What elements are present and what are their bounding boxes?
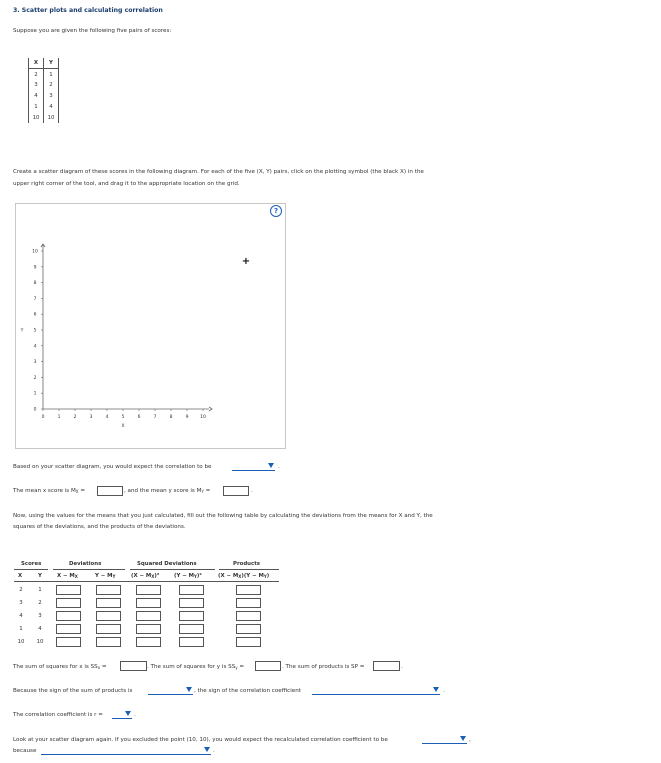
y-tick-label: 8: [33, 281, 37, 287]
sign-end: .: [443, 688, 445, 694]
col-text: )(Y − M: [241, 573, 264, 579]
dev-cell-input[interactable]: [136, 585, 161, 595]
exclude-line2-end: .: [213, 748, 215, 754]
ssx-input[interactable]: [120, 661, 147, 671]
x-tick-label: 9: [185, 415, 189, 420]
col-y-minus-my-header: [95, 573, 115, 579]
dev-cell-input[interactable]: [179, 585, 204, 595]
ssy-equals: =: [237, 664, 245, 670]
exclude-line2: because: [13, 748, 37, 754]
dropdown-arrow-icon: [460, 736, 466, 741]
dev-cell-input[interactable]: [96, 598, 121, 608]
intro-text: Suppose you are given the following five pairs of scores:: [13, 28, 172, 34]
x-tick-label: 2: [73, 415, 77, 420]
column-header-underline: [14, 581, 279, 582]
dev-row-y: 10: [36, 639, 44, 645]
recalculated-correlation-dropdown[interactable]: [422, 734, 467, 744]
exclude-line1: Look at your scatter diagram again. If you excluded the point (10, 10), you would expect the recalculated correlation coefficient to be: [13, 737, 388, 743]
dev-row-y: 4: [38, 626, 42, 632]
col-y-dev-squared-header: [174, 573, 202, 579]
score-x: 4: [29, 91, 44, 102]
col-x-header: X: [18, 573, 23, 579]
deviations-header-underline: [53, 569, 125, 570]
mean-y-text: , and the mean y score is M: [124, 488, 202, 494]
ssy-label: [147, 664, 244, 670]
x-axis-arrow-icon: [209, 407, 212, 411]
ssx-label: [13, 664, 107, 670]
now-text-line1: Now, using the values for the means that you just calculated, fill out the following table by calculating the deviations from the means for X and Y, the: [13, 513, 433, 519]
sp-label: . The sum of products is SP =: [282, 664, 365, 670]
exclude-line1-end: ,: [469, 737, 471, 743]
dev-cell-input[interactable]: [56, 585, 81, 595]
mean-x-text: The mean x score is M: [13, 488, 76, 494]
expect-correlation-dropdown[interactable]: [232, 461, 275, 471]
ssy-subscript: y: [235, 665, 238, 670]
dropdown-arrow-icon: [204, 747, 210, 752]
score-x: 3: [29, 80, 44, 91]
group-scores-header: Scores: [21, 561, 42, 567]
score-x: 10: [29, 112, 44, 123]
col-text: )²: [154, 573, 160, 579]
col-sub: Y: [194, 574, 197, 579]
now-text-line2: squares of the deviations, and the products of the deviations.: [13, 524, 186, 530]
dev-row-y: 1: [38, 587, 42, 593]
help-question-icon[interactable]: ?: [270, 205, 282, 217]
y-tick-label: 3: [33, 360, 37, 366]
col-text: (X − M: [131, 573, 152, 579]
x-tick-label: 4: [105, 415, 109, 420]
dev-cell-input[interactable]: [179, 598, 204, 608]
score-x: 1: [29, 102, 44, 113]
dev-cell-input[interactable]: [96, 611, 121, 621]
dev-cell-input[interactable]: [179, 637, 204, 647]
dev-cell-input[interactable]: [96, 585, 121, 595]
col-sub: Y: [263, 574, 267, 579]
correlation-r-dropdown[interactable]: [112, 709, 132, 719]
sum-of-products-sign-dropdown[interactable]: [148, 685, 193, 695]
dev-row-x: 2: [19, 587, 23, 593]
plotting-symbol-icon[interactable]: +: [241, 256, 251, 267]
x-tick-label: 1: [57, 415, 61, 420]
score-y: 10: [44, 112, 59, 123]
col-sub: X: [238, 574, 242, 579]
products-header-underline: [219, 569, 279, 570]
mean-y-equals: =: [203, 488, 211, 494]
col-text: )²: [196, 573, 202, 579]
y-tick-label: 6: [33, 312, 37, 318]
mean-x-subscript: X: [75, 489, 79, 494]
dev-cell-input[interactable]: [236, 585, 261, 595]
expect-correlation-end: .: [278, 464, 280, 470]
dropdown-arrow-icon: [186, 687, 192, 692]
ssy-text: . The sum of squares for y is SS: [147, 664, 236, 670]
dev-cell-input[interactable]: [136, 611, 161, 621]
ssx-equals: =: [100, 664, 107, 670]
col-x-dev-squared-header: [131, 573, 159, 579]
score-x: 2: [29, 69, 44, 80]
dev-row-x: 3: [19, 600, 23, 606]
y-tick-label: 2: [33, 375, 37, 381]
mean-y-subscript: Y: [201, 489, 204, 494]
x-tick-label: 7: [153, 415, 157, 420]
col-text: Y − M: [95, 573, 113, 579]
dropdown-arrow-icon: [268, 463, 274, 468]
sums-end: .: [401, 664, 403, 670]
dev-row-x: 4: [19, 613, 23, 619]
y-tick-label: 7: [33, 296, 37, 302]
dev-cell-input[interactable]: [179, 624, 204, 634]
dev-cell-input[interactable]: [236, 598, 261, 608]
dev-cell-input[interactable]: [56, 624, 81, 634]
dev-cell-input[interactable]: [96, 624, 121, 634]
x-tick-label: 0: [41, 415, 45, 420]
score-y: 3: [44, 91, 59, 102]
ssy-input[interactable]: [255, 661, 281, 671]
sign-label: Because the sign of the sum of products is: [13, 688, 133, 694]
scores-header-y: Y: [44, 58, 59, 69]
dev-cell-input[interactable]: [136, 598, 161, 608]
r-end: .: [134, 712, 136, 718]
x-axis-label: X: [121, 424, 125, 429]
group-deviations-header: Deviations: [69, 561, 102, 567]
ssx-text: The sum of squares for x is SS: [13, 664, 98, 670]
dev-row-y: 3: [38, 613, 42, 619]
mean-x-label: [13, 488, 85, 494]
score-y: 4: [44, 102, 59, 113]
scores-header-x: X: [29, 58, 44, 69]
scores-header-underline: [14, 569, 48, 570]
dev-cell-input[interactable]: [179, 611, 204, 621]
dev-row-x: 1: [19, 626, 23, 632]
y-axis-label: Y: [20, 328, 24, 334]
dropdown-arrow-icon: [433, 687, 439, 692]
y-tick-label: 4: [33, 344, 37, 350]
score-y: 2: [44, 80, 59, 91]
means-end: .: [251, 488, 253, 494]
dev-cell-input[interactable]: [96, 637, 121, 647]
correlation-sign-dropdown[interactable]: [312, 685, 440, 695]
col-text: X − M: [57, 573, 75, 579]
dev-row-x: 10: [17, 639, 25, 645]
group-squared-deviations-header: Squared Deviations: [137, 561, 197, 567]
col-text: (Y − M: [174, 573, 195, 579]
mean-x-input[interactable]: [97, 486, 123, 496]
dev-cell-input[interactable]: [236, 637, 261, 647]
x-tick-label: 10: [200, 415, 206, 420]
dev-cell-input[interactable]: [56, 598, 81, 608]
r-label: The correlation coefficient is r =: [13, 712, 103, 718]
ssx-subscript: x: [97, 665, 101, 670]
y-tick-label: 9: [33, 265, 37, 271]
mean-y-input[interactable]: [223, 486, 249, 496]
expect-correlation-label: Based on your scatter diagram, you would expect the correlation to be: [13, 464, 212, 470]
y-tick-label: 1: [33, 391, 37, 397]
col-text: ): [266, 573, 270, 579]
col-y-header: Y: [38, 573, 42, 579]
squared-header-underline: [130, 569, 215, 570]
x-tick-label: 5: [121, 415, 125, 420]
dropdown-arrow-icon: [125, 711, 131, 716]
x-tick-label: 3: [89, 415, 93, 420]
dev-cell-input[interactable]: [236, 624, 261, 634]
dev-cell-input[interactable]: [56, 611, 81, 621]
y-tick-label: 5: [33, 328, 37, 334]
x-tick-label: 8: [169, 415, 173, 420]
x-tick-label: 6: [137, 415, 141, 420]
y-tick-label: 10: [32, 249, 38, 255]
col-x-minus-mx-header: [57, 573, 78, 579]
sign-middle: , the sign of the correlation coefficient: [194, 688, 301, 694]
group-products-header: Products: [233, 561, 260, 567]
dev-cell-input[interactable]: [136, 624, 161, 634]
instructions-line1: Create a scatter diagram of these scores in the following diagram. For each of the five (X, Y) pairs, click on the plotting symbol (the black X) in the: [13, 169, 424, 175]
dev-cell-input[interactable]: [236, 611, 261, 621]
col-text: (X − M: [218, 573, 239, 579]
instructions-line2: upper right corner of the tool, and drag it to the appropriate location on the grid.: [13, 181, 240, 187]
mean-y-label: [124, 488, 210, 494]
score-y: 1: [44, 69, 59, 80]
dev-row-y: 2: [38, 600, 42, 606]
dev-cell-input[interactable]: [136, 637, 161, 647]
because-dropdown[interactable]: [41, 745, 211, 755]
section-title: 3. Scatter plots and calculating correlation: [13, 7, 163, 14]
sp-input[interactable]: [373, 661, 400, 671]
col-sub: X: [151, 574, 155, 579]
y-tick-label: 0: [33, 407, 37, 413]
col-sub: X: [74, 574, 78, 579]
col-sub: Y: [112, 574, 116, 579]
col-products-header: [218, 573, 269, 579]
dev-cell-input[interactable]: [56, 637, 81, 647]
mean-x-equals: =: [78, 488, 86, 494]
